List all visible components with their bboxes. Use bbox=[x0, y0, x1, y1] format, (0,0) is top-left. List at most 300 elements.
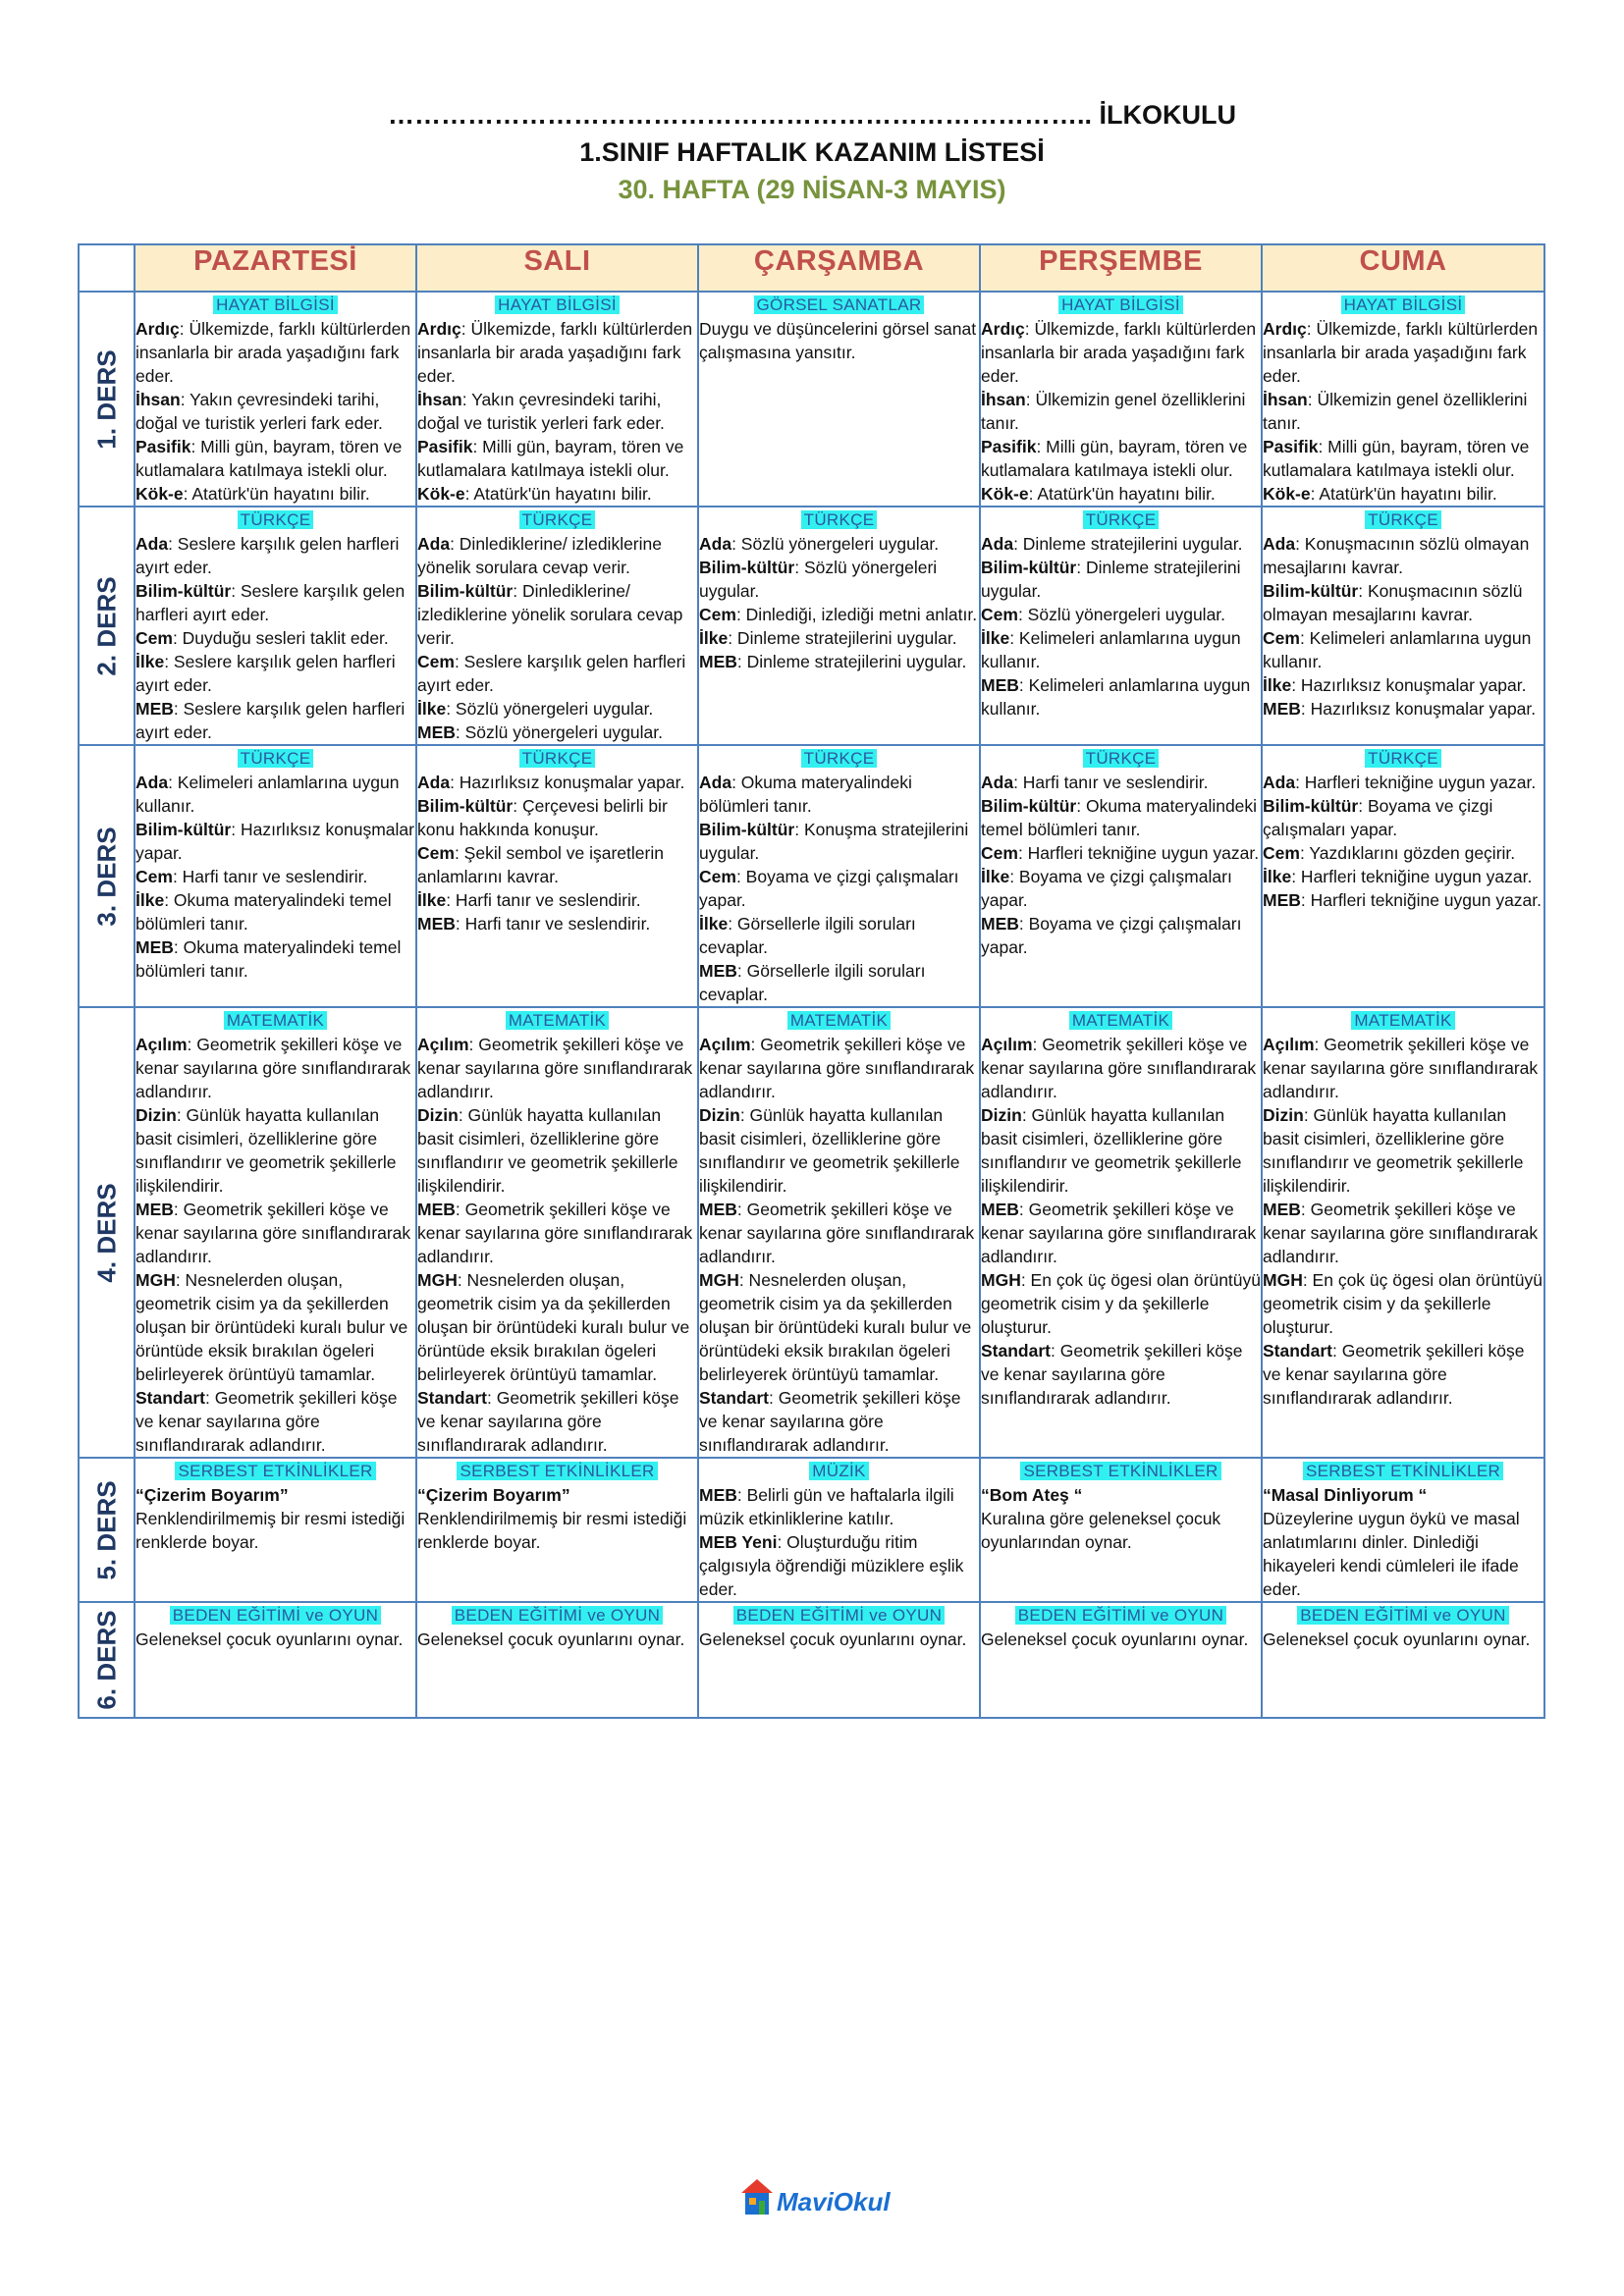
objective-text: : Atatürk'ün hayatını bilir. bbox=[1028, 484, 1216, 504]
objective-source: Bilim-kültür bbox=[135, 581, 232, 601]
objective-source: Standart bbox=[417, 1388, 487, 1408]
objective-text: : Nesnelerden oluşan, geometrik cisim ya da şekillerden oluşan bir örüntüdeki kuralı bulur ve örüntüde eksik bırakılan ögeleri belirleyerek örüntüyü tamamlar. bbox=[135, 1270, 408, 1384]
logo-door-icon bbox=[759, 2201, 765, 2215]
objective-text: : Geometrik şekilleri köşe ve kenar sayılarına göre sınıflandırarak adlandırır. bbox=[417, 1035, 693, 1101]
schedule-cell bbox=[980, 745, 1262, 1007]
objective-line bbox=[135, 626, 415, 650]
schedule-cell bbox=[698, 507, 980, 745]
objective-line bbox=[135, 865, 415, 888]
day-header: PAZARTESİ bbox=[135, 244, 416, 292]
objective-source: MEB bbox=[699, 652, 737, 671]
objective-line bbox=[1263, 1507, 1543, 1601]
objective-line bbox=[1263, 888, 1543, 912]
objective-source: Bilim-kültür bbox=[699, 558, 795, 577]
objective-text: : Nesnelerden oluşan, geometrik cisim ya da şekillerden oluşan bir örüntüdeki kuralı bulur ve örüntüde eksik bırakılan ögeleri belirleyerek örüntüyü tamamlar. bbox=[417, 1270, 690, 1384]
schedule-cell bbox=[698, 745, 980, 1007]
objective-source: İhsan bbox=[981, 390, 1026, 409]
logo-house-icon bbox=[745, 2193, 769, 2215]
objective-text: : Dinleme stratejilerini uygular. bbox=[981, 558, 1241, 601]
objective-line bbox=[981, 435, 1261, 482]
objective-text: : Dinleme stratejilerini uygular. bbox=[1013, 534, 1243, 554]
objective-line bbox=[981, 912, 1261, 959]
subject-badge bbox=[135, 507, 415, 532]
objective-text: : Okuma materyalindeki temel bölümleri tanır. bbox=[135, 890, 392, 934]
objective-text: : Hazırlıksız konuşmalar yapar. bbox=[450, 773, 685, 792]
objective-source: MGH bbox=[1263, 1270, 1303, 1290]
objective-line bbox=[1263, 626, 1543, 673]
objective-source: Cem bbox=[1263, 843, 1300, 863]
objective-text: : Geometrik şekilleri köşe ve kenar sayılarına göre sınıflandırarak adlandırır. bbox=[981, 1035, 1257, 1101]
objective-line bbox=[417, 697, 697, 721]
objective-text: Geleneksel çocuk oyunlarını oynar. bbox=[135, 1629, 404, 1649]
schedule-cell bbox=[980, 507, 1262, 745]
objective-text: : Sözlü yönergeleri uygular. bbox=[699, 558, 938, 601]
page-header bbox=[0, 96, 1624, 208]
schedule-cell bbox=[1262, 745, 1544, 1007]
objective-text: : Geometrik şekilleri köşe ve kenar sayılarına göre sınıflandırarak adlandırır. bbox=[417, 1200, 693, 1266]
objective-source: MEB bbox=[699, 1200, 737, 1219]
objective-text: : Geometrik şekilleri köşe ve kenar sayılarına göre sınıflandırarak adlandırır. bbox=[699, 1200, 975, 1266]
objective-source: İlke bbox=[1263, 675, 1292, 695]
objective-line bbox=[135, 1198, 415, 1268]
subject-label: MATEMATİK bbox=[1069, 1011, 1172, 1030]
schedule-cell bbox=[416, 1602, 698, 1718]
objective-source: “Çizerim Boyarım” bbox=[417, 1485, 570, 1505]
objective-text: : Görsellerle ilgili soruları cevaplar. bbox=[699, 914, 916, 957]
objective-line bbox=[1263, 1483, 1543, 1507]
objective-line bbox=[417, 721, 697, 744]
objective-source: Cem bbox=[699, 867, 736, 886]
objective-line bbox=[981, 317, 1261, 388]
maviokul-logo bbox=[739, 2171, 896, 2220]
subject-label: BEDEN EĞİTİMİ ve OYUN bbox=[452, 1606, 663, 1625]
schedule-cell bbox=[980, 1602, 1262, 1718]
subject-label: MÜZİK bbox=[809, 1462, 868, 1480]
objective-source: “Bom Ateş “ bbox=[981, 1485, 1083, 1505]
objective-text: : Yakın çevresindeki tarihi, doğal ve turistik yerleri fark eder. bbox=[417, 390, 665, 433]
objective-line bbox=[981, 1507, 1261, 1554]
subject-badge bbox=[699, 746, 979, 771]
objective-line bbox=[417, 532, 697, 579]
objective-text: : Milli gün, bayram, tören ve kutlamalara katılmaya istekli olur. bbox=[1263, 437, 1530, 480]
objective-text: : Ülkemizde, farklı kültürlerden insanlarla bir arada yaşadığını fark eder. bbox=[135, 319, 411, 386]
objective-source: Standart bbox=[135, 1388, 205, 1408]
schedule-cell bbox=[1262, 292, 1544, 507]
objective-line bbox=[699, 1628, 979, 1651]
objective-line bbox=[699, 532, 979, 556]
subject-label: TÜRKÇE bbox=[1365, 749, 1441, 768]
objective-source: MEB bbox=[699, 961, 737, 981]
objective-source: Standart bbox=[1263, 1341, 1332, 1361]
objective-source: İlke bbox=[981, 628, 1010, 648]
objective-source: Ada bbox=[981, 773, 1014, 792]
objective-line bbox=[981, 673, 1261, 721]
objective-text: : Geometrik şekilleri köşe ve kenar sayılarına göre sınıflandırarak adlandırır. bbox=[1263, 1200, 1539, 1266]
objective-line bbox=[699, 626, 979, 650]
schedule-cell bbox=[135, 292, 416, 507]
subject-label: TÜRKÇE bbox=[1365, 510, 1441, 529]
objective-text: : Dinlediği, izlediği metni anlatır. bbox=[735, 605, 978, 624]
subject-badge bbox=[981, 1008, 1261, 1033]
objective-text: : Geometrik şekilleri köşe ve kenar sayılarına göre sınıflandırarak adlandırır. bbox=[135, 1388, 398, 1455]
objective-source: MEB bbox=[1263, 699, 1301, 719]
objective-text: : Boyama ve çizgi çalışmaları yapar. bbox=[1263, 796, 1493, 839]
objective-source: Açılım bbox=[1263, 1035, 1315, 1054]
objective-text: : En çok üç ögesi olan örüntüyü geometrik cisim y da şekillerle oluşturur. bbox=[981, 1270, 1262, 1337]
objective-text: : Hazırlıksız konuşmalar yapar. bbox=[1291, 675, 1527, 695]
objective-source: Kök-e bbox=[1263, 484, 1311, 504]
objective-line bbox=[981, 603, 1261, 626]
objective-source: Dizin bbox=[981, 1105, 1022, 1125]
objective-source: Ada bbox=[135, 773, 169, 792]
schedule-cell bbox=[698, 1602, 980, 1718]
objective-text: : Görsellerle ilgili soruları cevaplar. bbox=[699, 961, 926, 1004]
objective-text: : Ülkemizde, farklı kültürlerden insanlarla bir arada yaşadığını fark eder. bbox=[1263, 319, 1539, 386]
objective-source: MEB bbox=[1263, 1200, 1301, 1219]
objective-text: : Geometrik şekilleri köşe ve kenar sayılarına göre sınıflandırarak adlandırır. bbox=[699, 1035, 975, 1101]
lesson-label: 1. DERS bbox=[91, 348, 121, 450]
lesson-row bbox=[79, 1602, 1544, 1718]
objective-source: İlke bbox=[699, 914, 729, 934]
lesson-label-cell bbox=[79, 507, 135, 745]
objective-text: : Harfleri tekniğine uygun yazar. bbox=[1017, 843, 1260, 863]
day-header: PERŞEMBE bbox=[980, 244, 1262, 292]
objective-source: İlke bbox=[1263, 867, 1292, 886]
objective-line bbox=[699, 818, 979, 865]
objective-line bbox=[699, 912, 979, 959]
objective-source: Dizin bbox=[135, 1105, 177, 1125]
objective-line bbox=[1263, 1033, 1543, 1103]
objective-text: : Atatürk'ün hayatını bilir. bbox=[1310, 484, 1497, 504]
subject-badge bbox=[417, 507, 697, 532]
objective-text: : Kelimeleri anlamlarına uygun kullanır. bbox=[135, 773, 400, 816]
objective-line bbox=[417, 841, 697, 888]
subject-badge bbox=[417, 1603, 697, 1628]
objective-source: Cem bbox=[981, 605, 1018, 624]
subject-label: MATEMATİK bbox=[1351, 1011, 1454, 1030]
objective-line bbox=[1263, 532, 1543, 579]
subject-badge bbox=[1263, 1459, 1543, 1483]
objective-line bbox=[135, 1628, 415, 1651]
objective-source: Ada bbox=[135, 534, 169, 554]
objective-source: Bilim-kültür bbox=[981, 558, 1077, 577]
objective-source: Pasifik bbox=[135, 437, 191, 456]
objective-source: MGH bbox=[417, 1270, 458, 1290]
schedule-cell bbox=[416, 292, 698, 507]
objective-text: : Oluşturduğu ritim çalgısıyla öğrendiği müziklere eşlik eder. bbox=[699, 1532, 964, 1599]
objective-line bbox=[1263, 482, 1543, 506]
subject-badge bbox=[1263, 1008, 1543, 1033]
objective-source: Cem bbox=[135, 628, 173, 648]
subject-label: TÜRKÇE bbox=[238, 510, 314, 529]
objective-line bbox=[1263, 1339, 1543, 1410]
objective-line bbox=[981, 1033, 1261, 1103]
objective-text: : Geometrik şekilleri köşe ve kenar sayılarına göre sınıflandırarak adlandırır. bbox=[417, 1388, 679, 1455]
lesson-row bbox=[79, 1458, 1544, 1602]
objective-line bbox=[981, 794, 1261, 841]
week-title: 30. HAFTA (29 NİSAN-3 MAYIS) bbox=[618, 175, 1006, 204]
lesson-label-cell bbox=[79, 1458, 135, 1602]
subject-label: BEDEN EĞİTİMİ ve OYUN bbox=[170, 1606, 381, 1625]
lesson-label: 6. DERS bbox=[91, 1610, 121, 1710]
objective-text: : En çok üç ögesi olan örüntüyü geometrik cisim y da şekillerle oluşturur. bbox=[1263, 1270, 1543, 1337]
objective-source: MEB bbox=[981, 914, 1019, 934]
objective-source: Standart bbox=[981, 1341, 1051, 1361]
objective-line bbox=[417, 1507, 697, 1554]
objective-source: Standart bbox=[699, 1388, 769, 1408]
subject-badge bbox=[1263, 746, 1543, 771]
objective-line bbox=[981, 532, 1261, 556]
objective-line bbox=[981, 1483, 1261, 1507]
objective-line bbox=[699, 1198, 979, 1268]
objective-source: Pasifik bbox=[417, 437, 473, 456]
objective-text: : Ülkemizin genel özelliklerini tanır. bbox=[981, 390, 1246, 433]
objective-text: : Milli gün, bayram, tören ve kutlamalara katılmaya istekli olur. bbox=[417, 437, 684, 480]
objective-line bbox=[135, 818, 415, 865]
objective-text: : Okuma materyalindeki temel bölümleri tanır. bbox=[135, 937, 402, 981]
objective-line bbox=[135, 1033, 415, 1103]
objective-line bbox=[135, 1103, 415, 1198]
page-title: 1.SINIF HAFTALIK KAZANIM LİSTESİ bbox=[579, 137, 1045, 167]
objective-source: Ada bbox=[699, 534, 732, 554]
objective-text: : Geometrik şekilleri köşe ve kenar sayılarına göre sınıflandırarak adlandırır. bbox=[135, 1200, 411, 1266]
logo-window-icon bbox=[749, 2198, 756, 2205]
objective-text: Renklendirilmemiş bir resmi istediği renklerde boyar. bbox=[135, 1509, 406, 1552]
objective-source: Kök-e bbox=[417, 484, 465, 504]
objective-text: Geleneksel çocuk oyunlarını oynar. bbox=[699, 1629, 967, 1649]
subject-label: BEDEN EĞİTİMİ ve OYUN bbox=[733, 1606, 945, 1625]
subject-badge bbox=[699, 1603, 979, 1628]
objective-line bbox=[1263, 697, 1543, 721]
objective-line bbox=[135, 771, 415, 818]
subject-badge bbox=[1263, 507, 1543, 532]
objective-line bbox=[1263, 1103, 1543, 1198]
subject-badge bbox=[417, 1459, 697, 1483]
objective-line bbox=[417, 794, 697, 841]
schedule-cell bbox=[135, 1007, 416, 1458]
objective-line bbox=[135, 1386, 415, 1457]
objective-line bbox=[981, 482, 1261, 506]
objective-line bbox=[1263, 1198, 1543, 1268]
objective-line bbox=[1263, 1628, 1543, 1651]
objective-source: “Çizerim Boyarım” bbox=[135, 1485, 289, 1505]
objective-line bbox=[417, 912, 697, 935]
objective-source: Cem bbox=[417, 843, 455, 863]
schedule-cell bbox=[1262, 1602, 1544, 1718]
subject-label: HAYAT BİLGİSİ bbox=[1341, 295, 1466, 314]
subject-label: SERBEST ETKİNLİKLER bbox=[1020, 1462, 1220, 1480]
objective-text: : Kelimeleri anlamlarına uygun kullanır. bbox=[1263, 628, 1532, 671]
objective-line bbox=[1263, 388, 1543, 435]
objective-text: : Sözlü yönergeleri uygular. bbox=[446, 699, 654, 719]
objective-source: MEB bbox=[417, 1200, 456, 1219]
schedule-cell bbox=[1262, 1007, 1544, 1458]
schedule-cell bbox=[1262, 1458, 1544, 1602]
objective-text: : Harfi tanır ve seslendirir. bbox=[446, 890, 641, 910]
lesson-row bbox=[79, 507, 1544, 745]
schedule-cell bbox=[135, 745, 416, 1007]
objective-line bbox=[981, 865, 1261, 912]
objective-line bbox=[135, 697, 415, 744]
objective-text: : Harfleri tekniğine uygun yazar. bbox=[1300, 890, 1543, 910]
subject-label: MATEMATİK bbox=[224, 1011, 327, 1030]
objective-source: İhsan bbox=[135, 390, 181, 409]
subject-label: BEDEN EĞİTİMİ ve OYUN bbox=[1015, 1606, 1226, 1625]
objective-text: : Kelimeleri anlamlarına uygun kullanır. bbox=[981, 628, 1241, 671]
objective-source: MEB bbox=[699, 1485, 737, 1505]
objective-line bbox=[417, 579, 697, 650]
subject-badge bbox=[1263, 293, 1543, 317]
objective-source: Açılım bbox=[417, 1035, 469, 1054]
subject-label: TÜRKÇE bbox=[519, 510, 596, 529]
schedule-cell bbox=[416, 745, 698, 1007]
subject-badge bbox=[981, 293, 1261, 317]
objective-source: Bilim-kültür bbox=[699, 820, 795, 839]
objective-text: : Günlük hayatta kullanılan basit cisimleri, özelliklerine göre sınıflandırır ve geometrik şekillerle ilişkilendirir. bbox=[981, 1105, 1242, 1196]
schedule-cell bbox=[135, 507, 416, 745]
logo-roof-icon bbox=[741, 2179, 773, 2193]
objective-text: Renklendirilmemiş bir resmi istediği renklerde boyar. bbox=[417, 1509, 687, 1552]
objective-line bbox=[699, 1386, 979, 1457]
objective-text: : Geometrik şekilleri köşe ve kenar sayılarına göre sınıflandırarak adlandırır. bbox=[135, 1035, 411, 1101]
objective-source: MEB bbox=[135, 1200, 174, 1219]
schedule-cell bbox=[135, 1458, 416, 1602]
subject-badge bbox=[417, 293, 697, 317]
subject-label: TÜRKÇE bbox=[801, 749, 878, 768]
objective-text: : Harfleri tekniğine uygun yazar. bbox=[1295, 773, 1537, 792]
subject-badge bbox=[699, 1008, 979, 1033]
subject-label: TÜRKÇE bbox=[1083, 749, 1160, 768]
objective-source: MEB bbox=[417, 722, 456, 742]
day-header: CUMA bbox=[1262, 244, 1544, 292]
objective-line bbox=[417, 888, 697, 912]
objective-text: : Atatürk'ün hayatını bilir. bbox=[183, 484, 370, 504]
objective-line bbox=[1263, 1268, 1543, 1339]
objective-line bbox=[699, 771, 979, 818]
subject-badge bbox=[417, 746, 697, 771]
objective-source: İlke bbox=[417, 890, 447, 910]
schedule-cell bbox=[1262, 507, 1544, 745]
objective-source: MEB bbox=[1263, 890, 1301, 910]
subject-label: SERBEST ETKİNLİKLER bbox=[175, 1462, 375, 1480]
objective-line bbox=[417, 482, 697, 506]
objective-text: : Yazdıklarını gözden geçirir. bbox=[1299, 843, 1516, 863]
objective-source: MGH bbox=[135, 1270, 176, 1290]
corner-cell bbox=[79, 244, 135, 292]
subject-label: MATEMATİK bbox=[506, 1011, 609, 1030]
objective-source: Cem bbox=[1263, 628, 1300, 648]
objective-line bbox=[1263, 673, 1543, 697]
objective-line bbox=[417, 771, 697, 794]
objective-source: Ada bbox=[699, 773, 732, 792]
objective-source: İlke bbox=[699, 628, 729, 648]
objective-line bbox=[699, 317, 979, 364]
schedule-cell bbox=[980, 1007, 1262, 1458]
subject-label: SERBEST ETKİNLİKLER bbox=[457, 1462, 657, 1480]
objective-line bbox=[699, 603, 979, 626]
objective-text: : Harfi tanır ve seslendirir. bbox=[455, 914, 651, 934]
schedule-cell bbox=[698, 1458, 980, 1602]
objective-text: : Hazırlıksız konuşmalar yapar. bbox=[1300, 699, 1537, 719]
objective-text: : Milli gün, bayram, tören ve kutlamalara katılmaya istekli olur. bbox=[135, 437, 403, 480]
objective-text: : Dinleme stratejilerini uygular. bbox=[728, 628, 957, 648]
objective-line bbox=[135, 579, 415, 626]
objective-line bbox=[417, 1103, 697, 1198]
schedule-table bbox=[78, 243, 1545, 1719]
lesson-label: 5. DERS bbox=[91, 1479, 121, 1580]
objective-source: Dizin bbox=[1263, 1105, 1304, 1125]
objective-line bbox=[1263, 317, 1543, 388]
objective-source: İlke bbox=[135, 652, 165, 671]
objective-line bbox=[981, 1628, 1261, 1651]
objective-text: : Seslere karşılık gelen harfleri ayırt eder. bbox=[135, 581, 406, 624]
subject-label: SERBEST ETKİNLİKLER bbox=[1303, 1462, 1503, 1480]
subject-badge bbox=[135, 1603, 415, 1628]
schedule-cell bbox=[980, 1458, 1262, 1602]
objective-text: : Boyama ve çizgi çalışmaları yapar. bbox=[981, 914, 1242, 957]
objective-source: MEB bbox=[135, 699, 174, 719]
objective-source: MEB bbox=[417, 914, 456, 934]
objective-line bbox=[417, 1033, 697, 1103]
subject-label: TÜRKÇE bbox=[519, 749, 596, 768]
objective-source: İlke bbox=[417, 699, 447, 719]
objective-line bbox=[135, 435, 415, 482]
objective-source: Bilim-kültür bbox=[135, 820, 232, 839]
objective-text: : Harfleri tekniğine uygun yazar. bbox=[1291, 867, 1533, 886]
lesson-label: 2. DERS bbox=[91, 575, 121, 676]
lesson-label-cell bbox=[79, 1602, 135, 1718]
objective-source: Bilim-kültür bbox=[417, 581, 514, 601]
subject-badge bbox=[417, 1008, 697, 1033]
objective-source: Ardıç bbox=[417, 319, 461, 339]
objective-text: : Günlük hayatta kullanılan basit cisimleri, özelliklerine göre sınıflandırır ve geometrik şekillerle ilişkilendirir. bbox=[1263, 1105, 1524, 1196]
objective-text: Duygu ve düşüncelerini görsel sanat çalışmasına yansıtır. bbox=[699, 319, 977, 362]
objective-source: Pasifik bbox=[1263, 437, 1319, 456]
objective-source: Ada bbox=[1263, 534, 1296, 554]
objective-text: : Dinlediklerine/ izlediklerine yönelik sorulara cevap verir. bbox=[417, 534, 662, 577]
objective-text: : Harfi tanır ve seslendirir. bbox=[172, 867, 368, 886]
objective-line bbox=[699, 1530, 979, 1601]
subject-label: BEDEN EĞİTİMİ ve OYUN bbox=[1297, 1606, 1508, 1625]
objective-line bbox=[135, 650, 415, 697]
subject-badge bbox=[135, 1008, 415, 1033]
objective-source: Ada bbox=[1263, 773, 1296, 792]
objective-source: MGH bbox=[699, 1270, 739, 1290]
objective-text: : Çerçevesi belirli bir konu hakkında konuşur. bbox=[417, 796, 668, 839]
subject-badge bbox=[981, 1603, 1261, 1628]
objective-source: Ada bbox=[981, 534, 1014, 554]
subject-badge bbox=[135, 1459, 415, 1483]
objective-line bbox=[981, 1268, 1261, 1339]
objective-line bbox=[981, 841, 1261, 865]
objective-source: İhsan bbox=[417, 390, 462, 409]
objective-text: : Ülkemizin genel özelliklerini tanır. bbox=[1263, 390, 1528, 433]
objective-text: : Ülkemizde, farklı kültürlerden insanlarla bir arada yaşadığını fark eder. bbox=[981, 319, 1257, 386]
objective-text: : Okuma materyalindeki bölümleri tanır. bbox=[699, 773, 912, 816]
objective-source: Dizin bbox=[699, 1105, 740, 1125]
objective-text: : Geometrik şekilleri köşe ve kenar sayılarına göre sınıflandırarak adlandırır. bbox=[699, 1388, 961, 1455]
objective-source: Pasifik bbox=[981, 437, 1037, 456]
objective-text: : Geometrik şekilleri köşe ve kenar sayılarına göre sınıflandırarak adlandırır. bbox=[981, 1341, 1243, 1408]
objective-text: Kuralına göre geleneksel çocuk oyunlarından oynar. bbox=[981, 1509, 1221, 1552]
objective-line bbox=[981, 388, 1261, 435]
objective-text: : Günlük hayatta kullanılan basit cisimleri, özelliklerine göre sınıflandırır ve geometrik şekillerle ilişkilendirir. bbox=[699, 1105, 960, 1196]
objective-line bbox=[699, 650, 979, 673]
objective-source: Bilim-kültür bbox=[981, 796, 1077, 816]
lesson-label: 3. DERS bbox=[91, 826, 121, 927]
objective-line bbox=[699, 1033, 979, 1103]
objective-line bbox=[135, 935, 415, 983]
